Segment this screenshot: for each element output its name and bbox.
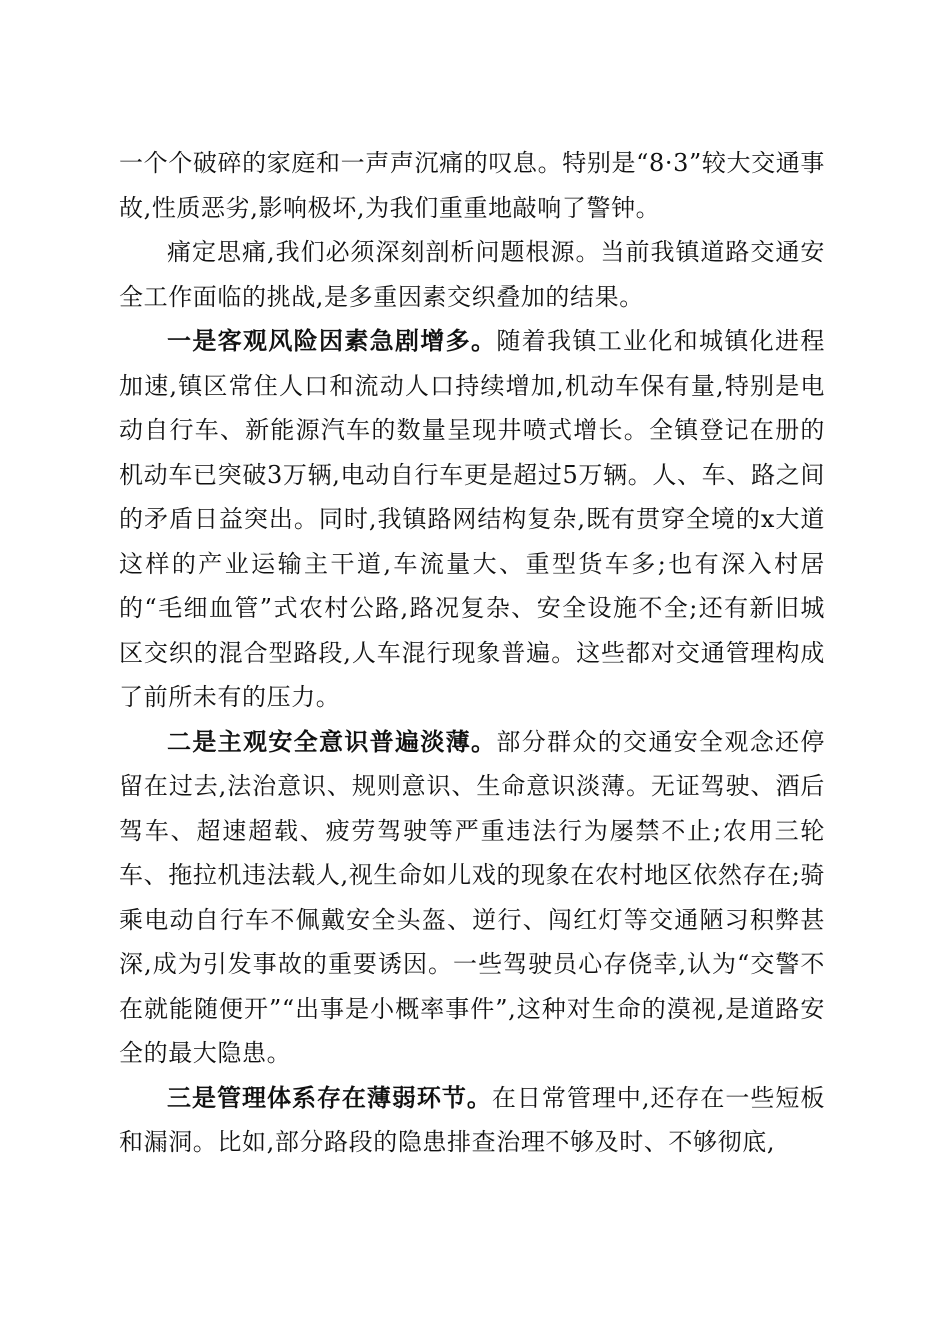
paragraph-text: 一个个破碎的家庭和一声声沉痛的叹息。特别是“8·3”较大交通事故,性质恶劣,影响极坏,为我们重重地敲响了警钟。 [119,149,825,222]
paragraph-safety-awareness [119,720,825,1076]
paragraph-objective-risk [119,319,825,720]
paragraph-text: 在日常管理中,还存在一些短板和漏洞。比如,部分路段的隐患排查治理不够及时、不够彻底, [119,1083,825,1156]
paragraph-lead-heading: 三是管理体系存在薄弱环节。 [167,1082,492,1112]
document-body [119,141,825,1165]
paragraph-continuation [119,141,825,230]
paragraph-text: 痛定思痛,我们必须深刻剖析问题根源。当前我镇道路交通安全工作面临的挑战,是多重因素交织叠加的结果。 [119,238,825,311]
paragraph-text: 部分群众的交通安全观念还停留在过去,法治意识、规则意识、生命意识淡薄。无证驾驶、酒后驾车、超速超载、疲劳驾驶等严重违法行为屡禁不止;农用三轮车、拖拉机违法载人,视生命如儿戏的现象在农村地区依然存在;骑乘电动自行车不佩戴安全头盔、逆行、闯红灯等交通陋习积弊甚深,成为引发事故的重要诱因。一些驾驶员心存侥幸,认为“交警不在就能随便开”“出事是小概率事件”,这种对生命的漠视,是道路安全的最大隐患。 [119,727,825,1067]
paragraph-management-weakness [119,1076,825,1165]
paragraph-root-cause-intro [119,230,825,319]
paragraph-lead-heading: 二是主观安全意识普遍淡薄。 [167,726,497,756]
paragraph-lead-heading: 一是客观风险因素急剧增多。 [167,326,497,355]
paragraph-text: 随着我镇工业化和城镇化进程加速,镇区常住人口和流动人口持续增加,机动车保有量,特别是电动自行车、新能源汽车的数量呈现井喷式增长。全镇登记在册的机动车已突破3万辆,电动自行车更是超过5万辆。人、车、路之间的矛盾日益突出。同时,我镇路网结构复杂,既有贯穿全境的x大道这样的产业运输主干道,车流量大、重型货车多;也有深入村居的“毛细血管”式农村公路,路况复杂、安全设施不全;还有新旧城区交织的混合型路段,人车混行现象普遍。这些都对交通管理构成了前所未有的压力。 [119,327,825,711]
